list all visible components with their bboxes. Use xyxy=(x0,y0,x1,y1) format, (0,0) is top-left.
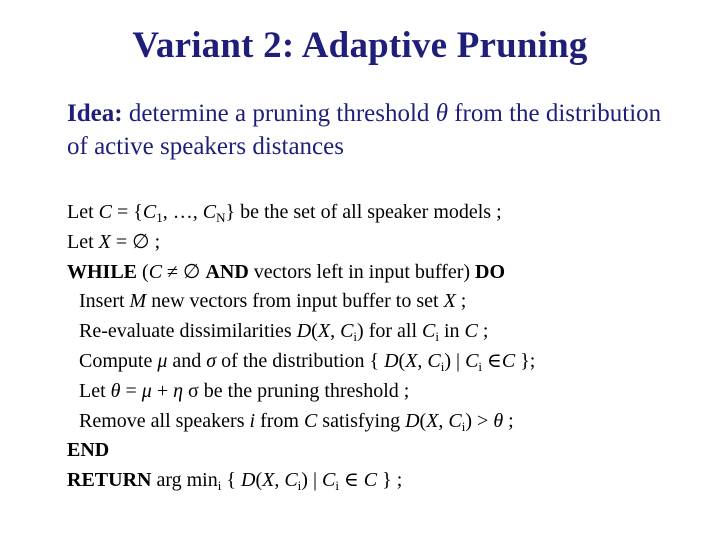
var-CN: C xyxy=(202,201,217,223)
idea-text-a: determine a pruning threshold xyxy=(122,100,436,127)
subscript: i xyxy=(478,358,483,374)
var-X: X xyxy=(405,349,418,372)
text: ; xyxy=(455,290,467,313)
text: ∈ xyxy=(338,469,364,492)
keyword-and: AND xyxy=(205,260,249,283)
var-Ci: C xyxy=(465,349,479,372)
idea-paragraph xyxy=(67,97,687,163)
text: Let xyxy=(67,230,99,253)
var-i: i xyxy=(249,409,256,432)
text: , xyxy=(438,409,449,432)
var-D: D xyxy=(296,320,312,343)
text: ( xyxy=(137,260,149,283)
text: Remove all speakers xyxy=(79,409,250,432)
var-X: X xyxy=(426,409,439,432)
text: , xyxy=(330,320,341,343)
subscript: 1 xyxy=(156,210,163,225)
idea-label: Idea: xyxy=(67,100,123,127)
var-X: X xyxy=(98,230,111,253)
text: Let xyxy=(79,379,111,402)
text: σ be the pruning threshold ; xyxy=(183,379,410,402)
text: vectors left in input buffer) xyxy=(248,260,476,283)
keyword-return: RETURN xyxy=(67,469,152,492)
text: = { xyxy=(112,201,143,223)
var-C: C xyxy=(98,201,112,223)
text: , …, xyxy=(162,201,203,223)
algo-line-10 xyxy=(67,466,707,496)
keyword-end: END xyxy=(67,439,110,462)
subscript: i xyxy=(440,358,445,374)
algorithm-block xyxy=(67,198,707,496)
var-Ci: C xyxy=(340,320,354,343)
var-C: C xyxy=(464,320,478,343)
text: ( xyxy=(311,320,318,343)
var-sigma: σ xyxy=(206,349,217,372)
var-C: C xyxy=(363,469,378,492)
text: ; xyxy=(477,320,489,343)
text: Re-evaluate dissimilarities xyxy=(79,320,297,343)
algo-line-8 xyxy=(67,407,707,437)
var-C1: C xyxy=(142,201,157,223)
var-C: C xyxy=(303,409,318,432)
text: ≠ ∅ xyxy=(162,260,206,283)
text: ∈ xyxy=(482,349,502,372)
text: Let xyxy=(67,201,99,223)
var-theta: θ xyxy=(110,379,121,402)
subscript: i xyxy=(217,478,222,494)
idea-theta: θ xyxy=(435,100,448,127)
text: + xyxy=(151,379,174,402)
text: = ∅ ; xyxy=(110,230,161,253)
algo-line-2 xyxy=(67,228,707,258)
text: ( xyxy=(255,469,263,492)
var-D: D xyxy=(405,409,420,432)
text: Insert xyxy=(79,290,130,313)
algo-line-9 xyxy=(67,436,707,466)
algo-line-4 xyxy=(67,287,707,317)
subscript: i xyxy=(297,478,302,494)
slide-title: Variant 2: Adaptive Pruning xyxy=(132,25,588,66)
text: ) | xyxy=(301,469,322,492)
text: ) for all xyxy=(357,320,423,343)
algo-line-1 xyxy=(67,198,707,228)
var-M: M xyxy=(129,290,147,313)
text: ) | xyxy=(444,349,466,372)
text: ) > xyxy=(465,409,494,432)
text: ( xyxy=(419,409,427,432)
text: } ; xyxy=(377,469,403,492)
subscript: i xyxy=(461,418,466,434)
text: = xyxy=(120,379,142,402)
var-D: D xyxy=(240,469,256,492)
algo-line-7 xyxy=(67,377,707,407)
var-X: X xyxy=(317,320,331,343)
subscript: i xyxy=(435,329,439,345)
text: Compute xyxy=(79,349,158,372)
text: { xyxy=(221,469,241,492)
text: satisfying xyxy=(317,409,406,432)
var-C: C xyxy=(501,349,516,372)
text: ; xyxy=(503,409,514,432)
text: , xyxy=(417,349,428,372)
var-C: C xyxy=(148,260,163,283)
keyword-do: DO xyxy=(475,260,506,283)
subscript: i xyxy=(353,329,358,345)
var-X: X xyxy=(262,469,275,492)
text: } be the set of all speaker models ; xyxy=(225,201,502,223)
var-eta: η xyxy=(173,379,184,402)
algo-line-3 xyxy=(67,258,707,288)
var-X: X xyxy=(443,290,456,313)
text: arg min xyxy=(151,469,218,492)
text: and xyxy=(167,349,207,372)
text: from xyxy=(255,409,304,432)
algo-line-5 xyxy=(67,317,707,347)
algo-line-6 xyxy=(67,347,707,377)
var-D: D xyxy=(384,349,399,372)
text: , xyxy=(274,469,285,492)
var-Ci: C xyxy=(448,409,462,432)
idea-text-b: from the distribution of active speakers distances xyxy=(67,100,662,160)
text: }; xyxy=(515,349,536,372)
var-mu: μ xyxy=(141,379,152,402)
subscript: i xyxy=(335,478,339,494)
keyword-while: WHILE xyxy=(67,260,138,283)
var-mu: μ xyxy=(157,349,168,372)
var-Ci: C xyxy=(422,320,436,343)
text: of the distribution { xyxy=(216,349,385,372)
var-Ci: C xyxy=(321,469,336,492)
text: ( xyxy=(398,349,406,372)
text: new vectors from input buffer to set xyxy=(146,290,444,313)
var-Ci: C xyxy=(284,469,298,492)
subscript: N xyxy=(216,210,226,225)
text: in xyxy=(438,320,465,343)
var-theta: θ xyxy=(493,409,504,432)
var-Ci: C xyxy=(427,349,441,372)
